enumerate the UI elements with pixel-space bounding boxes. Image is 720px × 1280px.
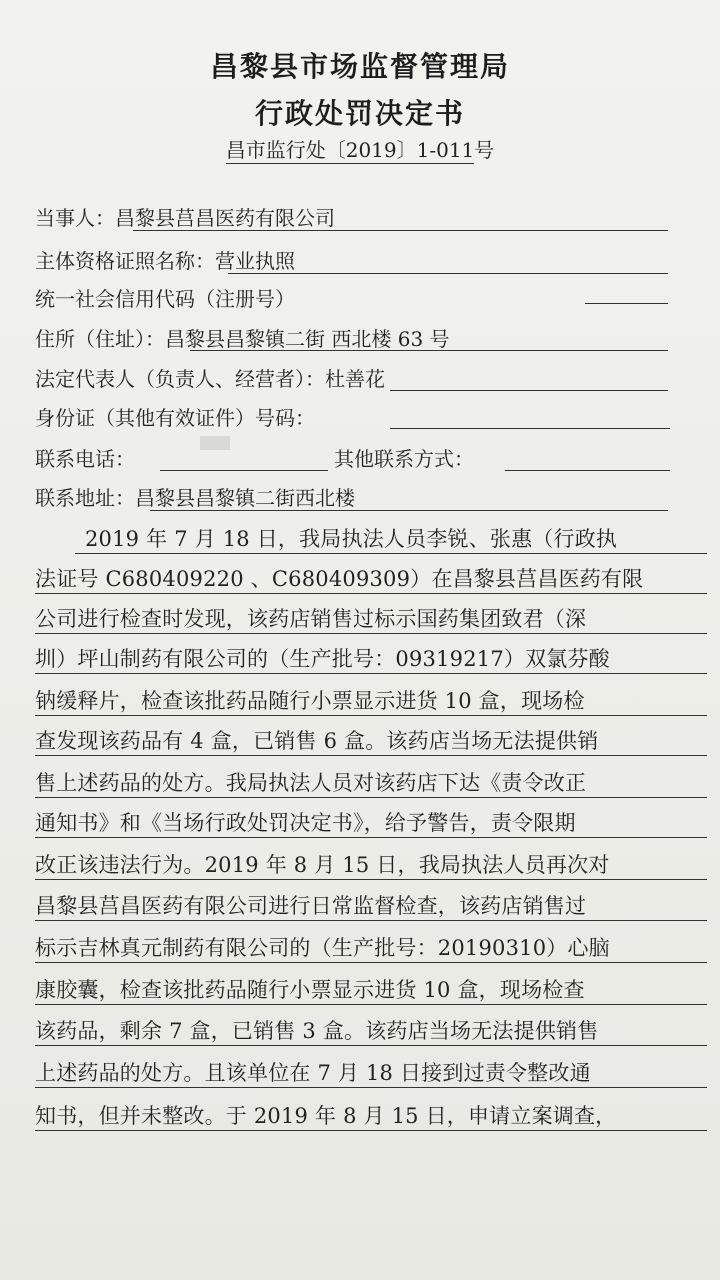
id-number-field — [35, 405, 315, 431]
body-underline — [35, 962, 707, 963]
issuing-authority-title: 昌黎县市场监督管理局 — [209, 50, 510, 83]
body-underline — [35, 920, 707, 921]
license-value: 营业执照 — [215, 249, 295, 273]
body-underline — [35, 755, 707, 756]
contact-address-value: 昌黎县昌黎镇二街西北楼 — [135, 486, 355, 510]
legal-representative-value: 杜善花 — [325, 367, 385, 391]
address-underline — [190, 350, 668, 351]
body-line: 售上述药品的处方。我局执法人员对该药店下达《责令改正 — [35, 771, 587, 795]
id-number-label: 身份证（其他有效证件）号码： — [35, 406, 315, 430]
body-line: 改正该违法行为。2019 年 8 月 15 日，我局执法人员再次对 — [35, 853, 610, 877]
other-contact-label: 其他联系方式： — [334, 447, 474, 471]
body-underline — [35, 1004, 707, 1005]
license-underline — [228, 273, 668, 274]
body-underline — [35, 1130, 707, 1131]
body-line: 公司进行检查时发现，该药店销售过标示国药集团致君（深 — [35, 607, 587, 631]
address-label: 住所（住址）： — [35, 327, 165, 351]
body-line: 知书，但并未整改。于 2019 年 8 月 15 日，申请立案调查， — [35, 1104, 617, 1128]
party-underline — [133, 230, 668, 231]
body-underline — [35, 797, 707, 798]
body-line: 该药品，剩余 7 盒，已销售 3 盒。该药店当场无法提供销售 — [35, 1019, 599, 1043]
body-line: 2019 年 7 月 18 日，我局执法人员李锐、张惠（行政执 — [85, 527, 618, 551]
contact-address-label: 联系地址： — [35, 486, 135, 510]
document-number-suffix: 号 — [474, 138, 495, 162]
phone-underline — [160, 470, 328, 471]
party-value: 昌黎县莒昌医药有限公司 — [115, 206, 335, 230]
phone-field — [35, 446, 135, 472]
address-value: 昌黎县昌黎镇二街 西北楼 63 号 — [165, 327, 450, 351]
license-field — [35, 248, 295, 274]
document-number-main: 〔2019〕1-011 — [325, 138, 475, 162]
party-label: 当事人： — [35, 206, 115, 230]
document-number-prefix: 昌市监行处 — [225, 138, 326, 162]
body-underline — [35, 673, 707, 674]
contact-address-field — [35, 485, 355, 511]
other-contact-field — [334, 446, 474, 472]
body-line: 康胶囊，检查该批药品随行小票显示进货 10 盒，现场检查 — [35, 978, 585, 1002]
body-line: 查发现该药品有 4 盒，已销售 6 盒。该药店当场无法提供销 — [35, 729, 599, 753]
body-underline — [35, 593, 707, 594]
body-line: 通知书》和《当场行政处罚决定书》，给予警告，责令限期 — [35, 811, 576, 835]
license-label: 主体资格证照名称： — [35, 249, 215, 273]
legal-representative-label: 法定代表人（负责人、经营者）： — [35, 367, 325, 391]
contact-address-underline — [150, 510, 668, 511]
body-underline — [35, 879, 707, 880]
id-number-underline — [390, 428, 670, 429]
legal-representative-field — [35, 366, 385, 392]
phone-label: 联系电话： — [35, 447, 135, 471]
body-line: 标示吉林真元制药有限公司的（生产批号：20190310）心脑 — [35, 936, 610, 960]
body-line: 上述药品的处方。且该单位在 7 月 18 日接到过责令整改通 — [35, 1061, 591, 1085]
document-number — [0, 134, 720, 163]
body-underline — [35, 633, 707, 634]
redacted-phone-mark — [200, 436, 230, 450]
body-underline — [75, 553, 707, 554]
body-underline — [35, 1087, 707, 1088]
credit-code-label: 统一社会信用代码（注册号） — [35, 287, 295, 311]
credit-code-underline — [585, 303, 668, 304]
document-type-title: 行政处罚决定书 — [254, 97, 465, 130]
body-underline — [35, 837, 707, 838]
body-underline — [35, 1045, 707, 1046]
body-line: 圳）坪山制药有限公司的（生产批号：09319217）双氯芬酸 — [35, 647, 610, 671]
party-field — [35, 205, 335, 231]
legal-representative-underline — [390, 390, 668, 391]
body-line: 钠缓释片，检查该批药品随行小票显示进货 10 盒，现场检 — [35, 689, 585, 713]
body-line: 法证号 C680409220 、C680409309）在昌黎县莒昌医药有限 — [35, 567, 644, 591]
body-line: 昌黎县莒昌医药有限公司进行日常监督检查，该药店销售过 — [35, 894, 587, 918]
address-field — [35, 326, 450, 352]
body-underline — [35, 715, 707, 716]
credit-code-field — [35, 286, 295, 312]
other-contact-underline — [505, 470, 670, 471]
